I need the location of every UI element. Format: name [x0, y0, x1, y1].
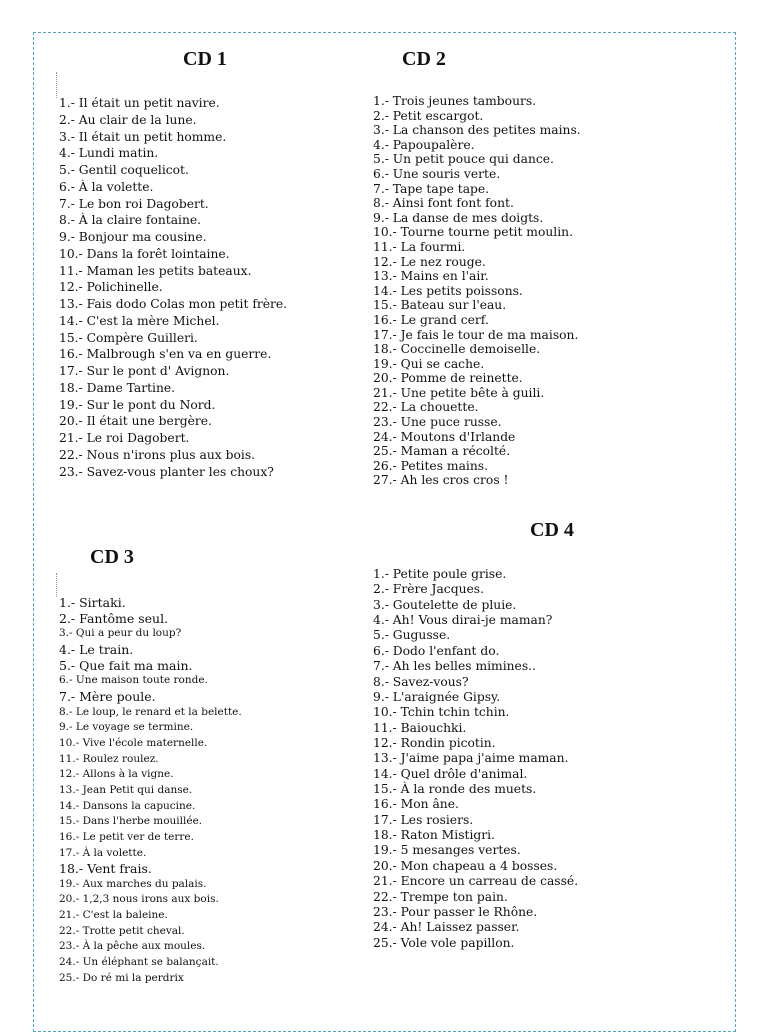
cd3-song: 14.- Dansons la capucine.	[59, 799, 196, 812]
cd2-song: 26.- Petites mains.	[373, 458, 488, 473]
text-cursor-mark	[56, 573, 57, 597]
cd2-song: 11.- La fourmi.	[373, 239, 466, 254]
cd1-song: 8.- À la claire fontaine.	[59, 213, 202, 228]
cd1-song: 9.- Bonjour ma cousine.	[59, 230, 207, 244]
cd1-song: 23.- Savez-vous planter les choux?	[59, 464, 274, 479]
cd3-song: 4.- Le train.	[59, 641, 134, 657]
cd2-song: 3.- La chanson des petites mains.	[373, 123, 581, 138]
cd3-song: 20.- 1,2,3 nous irons aux bois.	[59, 893, 219, 906]
cd1-song: 5.- Gentil coquelicot.	[59, 163, 189, 177]
cd3-song: 10.- Vive l'école maternelle.	[59, 736, 208, 749]
cd2-song: 17.- Je fais le tour de ma maison.	[373, 327, 579, 342]
cd2-song: 13.- Mains en l'air.	[373, 269, 489, 284]
cd1-song: 10.- Dans la forêt lointaine.	[59, 246, 230, 261]
cd3-song: 12.- Allons à la vigne.	[59, 768, 174, 781]
cd1-song: 21.- Le roi Dagobert.	[59, 431, 190, 445]
cd3-song: 7.- Mère poule.	[59, 688, 156, 704]
cd3-song: 13.- Jean Petit qui danse.	[59, 783, 193, 796]
cd4-song: 22.- Trempe ton pain.	[373, 889, 508, 904]
cd2-song: 22.- La chouette.	[373, 400, 479, 415]
cd3-title: CD 3	[90, 546, 134, 568]
cd3-song: 16.- Le petit ver de terre.	[59, 830, 194, 843]
cd1-song: 20.- Il était une bergère.	[59, 414, 212, 429]
cd2-song: 6.- Une souris verte.	[373, 166, 501, 181]
cd4-song: 12.- Rondin picotin.	[373, 735, 496, 750]
cd1-song: 17.- Sur le pont d' Avignon.	[59, 364, 230, 378]
cd1-song: 3.- Il était un petit homme.	[59, 129, 227, 144]
cd4-song-list	[373, 567, 578, 951]
cd3-song: 5.- Que fait ma main.	[59, 657, 193, 673]
cd1-song: 11.- Maman les petits bateaux.	[59, 263, 252, 278]
cd2-song: 14.- Les petits poissons.	[373, 283, 523, 298]
cd2-song: 10.- Tourne tourne petit moulin.	[373, 225, 573, 240]
cd3-song: 25.- Do ré mi la perdrix	[59, 971, 184, 984]
cd2-song: 23.- Une puce russe.	[373, 415, 502, 430]
cd2-song: 2.- Petit escargot.	[373, 108, 484, 123]
cd1-song: 22.- Nous n'irons plus aux bois.	[59, 447, 256, 462]
cd2-song: 18.- Coccinelle demoiselle.	[373, 342, 541, 357]
cd1-song: 16.- Malbrough s'en va en guerre.	[59, 347, 272, 362]
cd3-song: 15.- Dans l'herbe mouillée.	[59, 815, 203, 828]
cd2-song: 16.- Le grand cerf.	[373, 312, 489, 327]
cd4-song: 20.- Mon chapeau a 4 bosses.	[373, 858, 558, 873]
cd4-song: 3.- Goutelette de pluie.	[373, 597, 517, 612]
cd3-song: 2.- Fantôme seul.	[59, 610, 169, 626]
cd4-song: 19.- 5 mesanges vertes.	[373, 843, 521, 858]
cd3-song: 19.- Aux marches du palais.	[59, 877, 207, 890]
cd4-song: 25.- Vole vole papillon.	[373, 935, 515, 950]
cd3-song: 21.- C'est la baleine.	[59, 909, 168, 922]
cd3-song: 24.- Un éléphant se balançait.	[59, 956, 219, 969]
cd3-song: 9.- Le voyage se termine.	[59, 721, 194, 734]
cd3-song: 1.- Sirtaki.	[59, 595, 126, 610]
cd1-song: 1.- Il était un petit navire.	[59, 96, 220, 110]
cd2-song: 21.- Une petite bête à guili.	[373, 385, 545, 400]
cd4-song: 10.- Tchin tchin tchin.	[373, 705, 510, 720]
cd2-song: 24.- Moutons d'Irlande	[373, 429, 516, 444]
cd2-song: 8.- Ainsi font font font.	[373, 196, 514, 211]
cd1-song: 12.- Polichinelle.	[59, 280, 163, 295]
cd2-song: 19.- Qui se cache.	[373, 356, 485, 371]
cd4-song: 13.- J'aime papa j'aime maman.	[373, 751, 569, 766]
cd3-song: 23.- À la pêche aux moules.	[59, 940, 206, 953]
cd4-song: 4.- Ah! Vous dirai-je maman?	[373, 613, 553, 628]
cd4-song: 16.- Mon âne.	[373, 797, 459, 812]
cd2-song: 7.- Tape tape tape.	[373, 181, 490, 196]
cd2-song: 1.- Trois jeunes tambours.	[373, 94, 537, 108]
cd3-song: 22.- Trotte petit cheval.	[59, 924, 185, 937]
cd4-song: 17.- Les rosiers.	[373, 812, 474, 827]
cd3-song: 17.- À la volette.	[59, 846, 147, 859]
cd4-song: 2.- Frère Jacques.	[373, 582, 484, 597]
cd1-song: 7.- Le bon roi Dagobert.	[59, 196, 209, 211]
cd1-song: 2.- Au clair de la lune.	[59, 112, 197, 127]
cd3-song: 8.- Le loup, le renard et la belette.	[59, 705, 242, 718]
cd3-song: 18.- Vent frais.	[59, 861, 152, 877]
cd2-song: 9.- La danse de mes doigts.	[373, 210, 544, 225]
cd3-song-list	[59, 595, 242, 986]
text-cursor-mark	[56, 72, 57, 98]
cd2-song: 5.- Un petit pouce qui dance.	[373, 152, 554, 167]
cd2-song: 4.- Papoupalère.	[373, 137, 475, 152]
cd2-song: 27.- Ah les cros cros !	[373, 473, 509, 488]
cd4-song: 8.- Savez-vous?	[373, 674, 469, 689]
cd4-song: 9.- L'araignée Gipsy.	[373, 689, 501, 704]
cd3-song: 11.- Roulez roulez.	[59, 752, 159, 765]
cd4-song: 18.- Raton Mistigri.	[373, 828, 495, 843]
cd2-song-list	[373, 94, 581, 488]
cd1-song: 14.- C'est la mère Michel.	[59, 313, 220, 328]
cd1-song: 15.- Compère Guilleri.	[59, 330, 198, 345]
cd4-song: 24.- Ah! Laissez passer.	[373, 920, 520, 935]
cd4-song: 11.- Baiouchki.	[373, 720, 467, 735]
cd2-title: CD 2	[402, 48, 446, 70]
cd1-song: 13.- Fais dodo Colas mon petit frère.	[59, 297, 288, 311]
cd1-song: 18.- Dame Tartine.	[59, 380, 176, 395]
cd2-song: 20.- Pomme de reinette.	[373, 371, 523, 386]
cd1-song: 6.- À la volette.	[59, 179, 154, 194]
cd2-song: 12.- Le nez rouge.	[373, 254, 486, 269]
cd4-song: 6.- Dodo l'enfant do.	[373, 643, 500, 658]
cd2-song: 25.- Maman a récolté.	[373, 444, 511, 459]
cd4-song: 23.- Pour passer le Rhône.	[373, 904, 538, 919]
cd4-title: CD 4	[530, 519, 574, 541]
cd4-song: 1.- Petite poule grise.	[373, 567, 507, 581]
cd4-song: 5.- Gugusse.	[373, 628, 451, 643]
cd1-song-list	[59, 95, 287, 480]
cd1-title: CD 1	[183, 48, 227, 70]
cd4-song: 7.- Ah les belles mimines..	[373, 659, 536, 674]
cd3-song: 6.- Une maison toute ronde.	[59, 674, 208, 687]
cd3-song: 3.- Qui a peur du loup?	[59, 627, 182, 640]
cd1-song: 4.- Lundi matin.	[59, 146, 159, 161]
cd2-song: 15.- Bateau sur l'eau.	[373, 298, 507, 313]
cd1-song: 19.- Sur le pont du Nord.	[59, 397, 216, 412]
cd4-song: 15.- À la ronde des muets.	[373, 782, 537, 797]
cd4-song: 21.- Encore un carreau de cassé.	[373, 874, 579, 889]
cd4-song: 14.- Quel drôle d'animal.	[373, 766, 528, 781]
